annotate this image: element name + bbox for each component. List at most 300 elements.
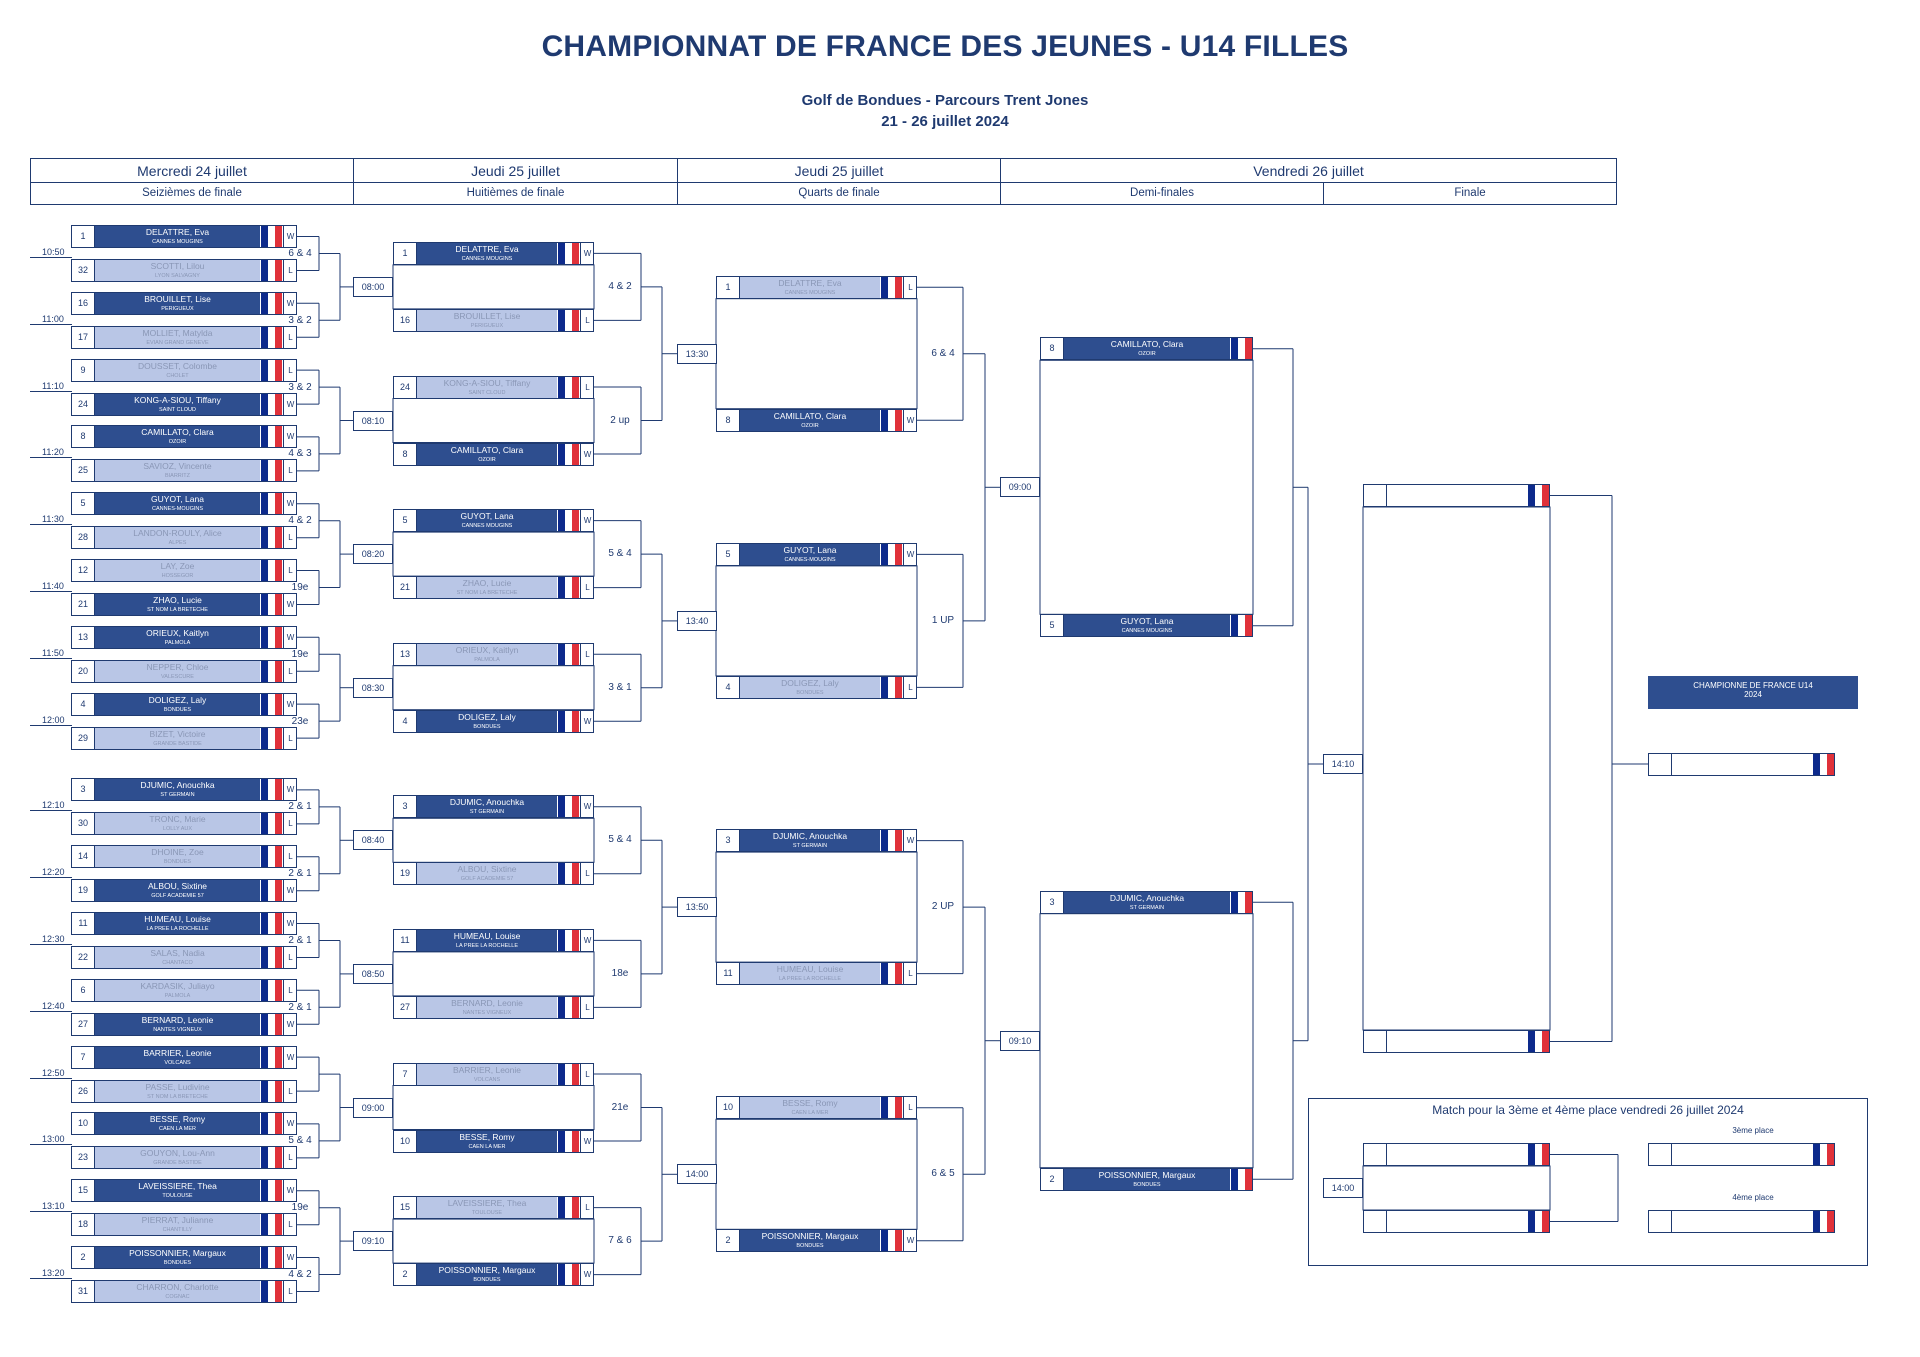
player-name: ALBOU, Sixtine [457,864,517,875]
seed-number: 6 [72,980,95,1001]
player-slot[interactable] [393,242,594,265]
seed-number: 3 [72,779,95,800]
match-time: 08:00 [353,277,393,297]
seed-number: 18 [72,1214,95,1235]
player-club: BONDUES [473,723,501,730]
seed-number: 13 [72,627,95,648]
match-time: 12:40 [30,1001,72,1012]
player-slot[interactable] [393,996,594,1019]
france-flag-icon [558,711,579,732]
match-result: L [903,277,917,298]
player-slot[interactable] [1040,1168,1253,1191]
player-name: BESSE, Romy [149,1114,206,1125]
player-club: CANNES MOUGINS [1121,628,1173,635]
match-score: 5 & 4 [608,548,632,560]
player-name: ALBOU, Sixtine [147,881,208,892]
match-result: W [903,1230,917,1251]
match-result: L [283,728,297,749]
player-name: LAVEISSIERE, Thea [138,1181,217,1192]
france-flag-icon [558,243,579,264]
round-header: Demi-finales [1000,182,1324,205]
player-club: LYON SALVAGNY [155,273,200,279]
match-frame [393,1086,594,1130]
player-slot[interactable] [71,326,297,349]
seed-number: 11 [717,963,740,984]
player-slot[interactable] [71,393,297,416]
event-dates: 21 - 26 juillet 2024 [881,113,1009,130]
player-slot[interactable] [393,443,594,466]
player-slot[interactable] [716,409,917,432]
player-slot[interactable] [71,727,297,750]
player-club: OZOIR [1138,351,1156,358]
player-slot[interactable] [71,912,297,935]
champion-title: CHAMPIONNE DE FRANCE U14 [1693,681,1813,690]
match-result: W [283,594,297,615]
day-header: Mercredi 24 juillet [30,158,354,183]
player-club: BONDUES [473,1277,501,1284]
player-name: CAMILLATO, Clara [450,444,524,455]
france-flag-icon [261,627,282,648]
match-result: W [283,226,297,247]
seed-number: 31 [72,1281,95,1302]
player-slot[interactable] [393,509,594,532]
match-result: W [580,510,594,531]
seed-number: 9 [72,360,95,381]
player-slot[interactable] [71,1246,297,1269]
seed-number: 24 [72,394,95,415]
match-result: L [283,360,297,381]
day-header: Jeudi 25 juillet [677,158,1001,183]
match-result: W [283,913,297,934]
player-slot[interactable] [1363,484,1550,507]
player-slot[interactable] [71,1046,297,1069]
seed-number: 7 [394,1064,417,1085]
match-result: L [903,1097,917,1118]
match-time: 08:20 [353,544,393,564]
player-name-cell [95,947,260,968]
france-flag-icon [261,493,282,514]
player-slot[interactable] [393,309,594,332]
match-frame [1040,914,1253,1168]
player-name-cell [95,260,260,281]
player-slot[interactable] [393,1196,594,1219]
player-club: ALPES [168,540,187,547]
player-slot[interactable] [716,676,917,699]
match-result: L [580,1064,594,1085]
player-club: CANNES-MOUGINS [784,556,836,563]
seed-number: 21 [394,577,417,598]
player-name: GUYOT, Lana [783,544,837,555]
player-slot[interactable] [1040,891,1253,914]
france-flag-icon [558,444,579,465]
player-slot[interactable] [716,829,917,852]
player-club: BONDUES [796,689,824,696]
seed-number: 4 [72,694,95,715]
player-club: TOULOUSE [471,1210,503,1217]
player-slot[interactable] [71,492,297,515]
match-result: L [580,1197,594,1218]
player-name-cell [95,846,260,867]
seed-number: 1 [72,226,95,247]
player-club: VOLCANS [473,1076,501,1083]
player-name: POISSONNIER, Margaux [1098,1169,1196,1180]
seed-number: 2 [394,1264,417,1285]
match-result: W [283,1047,297,1068]
player-name: BARRIER, Leonie [143,1047,212,1058]
match-time: 08:50 [353,964,393,984]
seed-number: 12 [72,560,95,581]
player-name-cell [1387,1031,1527,1052]
france-flag-icon [261,327,282,348]
match-result: L [283,1081,297,1102]
match-time: 09:10 [1000,1031,1040,1051]
player-slot[interactable] [71,526,297,549]
player-club: CANNES MOUGINS [784,289,836,296]
france-flag-icon [261,594,282,615]
seed-number: 1 [717,277,740,298]
player-slot[interactable] [71,946,297,969]
match-time: 08:40 [353,830,393,850]
player-name: SCOTTI, Lilou [150,261,205,271]
player-name: ORIEUX, Kaitlyn [146,627,209,638]
match-result: W [283,694,297,715]
france-flag-icon [558,997,579,1018]
match-score: 19e [291,582,309,593]
match-score: 2 up [610,414,630,426]
france-flag-icon [261,813,282,834]
player-name-cell [740,963,880,984]
round-header: Seizièmes de finale [30,182,354,205]
player-name-cell [95,1147,260,1168]
player-name: POISSONNIER, Margaux [129,1248,226,1258]
seed-number: 23 [72,1147,95,1168]
player-name-cell [417,711,557,732]
seed-number: 27 [394,997,417,1018]
champion-year: 2024 [1744,690,1762,699]
player-club: BONDUES [163,859,192,866]
player-slot[interactable] [71,425,297,448]
player-club: CANNES MOUGINS [461,523,513,530]
player-name: HUMEAU, Louise [776,964,844,975]
player-name-cell [1672,754,1812,775]
player-name: DELATTRE, Eva [145,227,210,237]
player-slot[interactable] [71,1213,297,1236]
seed-number: 16 [394,310,417,331]
seed-number: 7 [72,1047,95,1068]
match-result: W [283,493,297,514]
seed-number: 11 [394,930,417,951]
france-flag-icon [261,947,282,968]
player-name-cell [95,1113,260,1134]
player-name-cell [95,1214,260,1235]
match-score: 2 & 1 [288,1001,312,1013]
match-score: 1 UP [931,614,955,626]
player-slot[interactable] [71,660,297,683]
player-club: VOLCANS [164,1059,191,1066]
match-time: 09:00 [1000,477,1040,497]
seed-number: 20 [72,661,95,682]
player-name-cell [417,243,557,264]
player-club: LA PREE LA ROCHELLE [455,942,519,949]
match-result: L [580,310,594,331]
match-result: L [283,1214,297,1235]
match-frame [716,566,917,676]
player-name-cell [740,677,880,698]
player-slot[interactable] [71,1280,297,1303]
player-name: BERNARD, Leonie [451,997,523,1008]
player-slot[interactable] [393,576,594,599]
match-time: 11:50 [30,648,72,659]
player-name: BERNARD, Leonie [141,1014,214,1025]
france-flag-icon [261,293,282,314]
player-club: GRANDE BASTIDE [153,1160,202,1167]
france-flag-icon [1813,754,1834,775]
match-score: 3 & 2 [288,381,312,393]
player-name-cell [95,880,260,901]
match-score: 2 & 1 [288,935,312,946]
player-slot[interactable] [393,710,594,733]
match-result: W [283,1180,297,1201]
france-flag-icon [261,913,282,934]
player-name: CAMILLATO, Clara [773,410,847,421]
match-score: 3 & 2 [288,314,312,326]
player-slot[interactable] [71,845,297,868]
player-club: SAINT CLOUD [468,389,506,396]
match-score: 5 & 4 [288,1135,312,1147]
match-time: 12:00 [30,715,72,726]
player-name: BESSE, Romy [459,1131,515,1142]
seed-number: 14 [72,846,95,867]
player-club: COGNAC [165,1294,190,1300]
player-slot[interactable] [1040,337,1253,360]
player-club: ST GERMAIN [1129,904,1165,911]
player-name-cell [95,394,260,415]
player-name: LANDON-ROULY, Alice [133,528,222,539]
player-slot[interactable] [71,626,297,649]
player-name-cell [95,728,260,749]
player-slot[interactable] [71,879,297,902]
player-club: LA PREE LA ROCHELLE [146,926,209,932]
player-slot[interactable] [71,1112,297,1135]
player-club: CAEN LA MER [791,1110,829,1117]
player-name: DOLIGEZ, Laly [458,711,516,722]
player-slot[interactable] [393,862,594,885]
player-name: CAMILLATO, Clara [1110,339,1184,350]
france-flag-icon [558,577,579,598]
player-slot[interactable] [71,292,297,315]
player-name-cell [95,1281,260,1302]
player-slot[interactable] [393,1063,594,1086]
third-place-title: Match pour la 3ème et 4ème place vendredi 26 juillet 2024 [1432,1103,1744,1117]
seed-number: 5 [717,544,740,565]
player-name: BESSE, Romy [782,1098,838,1109]
match-time: 11:20 [30,447,72,458]
match-frame [393,1219,594,1263]
player-name: BROUILLET, Lise [453,310,521,321]
player-slot[interactable] [393,643,594,666]
match-time: 11:00 [30,314,72,325]
player-slot[interactable] [71,259,297,282]
player-name-cell [95,694,260,715]
player-name: DOLIGEZ, Laly [148,694,207,705]
match-result: L [283,460,297,481]
player-name: GOUYON, Lou-Ann [140,1148,215,1159]
player-slot[interactable] [393,1130,594,1153]
player-club: ST GERMAIN [469,809,505,816]
match-time: 11:40 [30,581,72,592]
player-slot[interactable] [71,778,297,801]
day-header: Jeudi 25 juillet [353,158,678,183]
player-slot[interactable] [71,1179,297,1202]
match-score: 2 UP [931,901,955,913]
seed-number: 10 [394,1131,417,1152]
player-name: KARDASIK, Juliayo [140,980,215,991]
player-slot[interactable] [716,1096,917,1119]
player-name-cell [417,310,557,331]
match-frame [393,666,594,710]
match-result: W [580,930,594,951]
match-result: W [283,627,297,648]
match-result: L [283,260,297,281]
player-name-cell [740,410,880,431]
player-name-cell [740,544,880,565]
france-flag-icon [881,410,902,431]
seed-number: 15 [394,1197,417,1218]
player-club: PALMOLA [164,992,191,999]
player-slot[interactable] [71,1146,297,1169]
match-score: 19e [291,648,309,660]
player-slot[interactable] [1363,1030,1550,1053]
player-slot[interactable] [1040,614,1253,637]
france-flag-icon [261,1014,282,1035]
france-flag-icon [558,644,579,665]
match-result: L [283,327,297,348]
match-time: 08:30 [353,678,393,698]
player-club: ST GERMAIN [160,792,195,799]
player-slot[interactable] [716,962,917,985]
player-slot[interactable] [393,795,594,818]
player-name-cell [740,830,880,851]
player-slot[interactable] [393,1263,594,1286]
match-result: W [580,796,594,817]
player-name-cell [417,863,557,884]
player-name-cell [95,226,260,247]
player-slot[interactable] [71,693,297,716]
seed-number: 8 [394,444,417,465]
player-name: DOLIGEZ, Laly [781,677,839,688]
player-club: CHANTILLY [162,1227,193,1234]
france-flag-icon [261,1113,282,1134]
match-result: L [580,997,594,1018]
player-slot[interactable] [71,459,297,482]
player-slot[interactable] [71,979,297,1002]
seed-number: 10 [72,1113,95,1134]
player-slot[interactable] [71,559,297,582]
player-name-cell [95,327,260,348]
france-flag-icon [881,1097,902,1118]
player-slot[interactable] [71,225,297,248]
match-score: 4 & 3 [288,448,312,460]
seed-number [1364,485,1387,506]
player-club: PERIGUEUX [470,322,504,329]
seed-number: 19 [72,880,95,901]
seed-number: 25 [72,460,95,481]
player-slot[interactable] [1648,753,1835,776]
player-name: LAVEISSIERE, Thea [447,1198,527,1209]
player-slot[interactable] [716,543,917,566]
france-flag-icon [261,1214,282,1235]
player-name-cell [95,627,260,648]
player-slot[interactable] [71,1013,297,1036]
match-result: L [283,527,297,548]
player-slot[interactable] [71,359,297,382]
match-score: 19e [291,1202,309,1214]
player-slot[interactable] [71,1080,297,1103]
player-slot[interactable] [393,929,594,952]
match-result: W [580,711,594,732]
seed-number [1649,754,1672,775]
france-flag-icon [261,260,282,281]
france-flag-icon [881,1230,902,1251]
player-name-cell [740,1097,880,1118]
match-score: 4 & 2 [608,280,632,292]
match-result: L [903,963,917,984]
player-club: BONDUES [1133,1181,1161,1188]
player-name: CHARRON, Charlotte [136,1282,219,1292]
match-result: L [580,863,594,884]
match-time: 12:20 [30,867,72,878]
player-slot[interactable] [71,593,297,616]
player-name-cell [95,1081,260,1102]
player-name: KONG-A-SIOU, Tiffany [443,377,531,388]
player-club: EVIAN GRAND GENEVE [146,339,209,346]
seed-number: 28 [72,527,95,548]
player-slot[interactable] [71,812,297,835]
seed-number: 29 [72,728,95,749]
france-flag-icon [261,694,282,715]
player-club: VALESCURE [161,673,194,680]
player-slot[interactable] [716,1229,917,1252]
player-name: MOLLIET, Matylda [142,327,213,338]
player-name-cell [417,796,557,817]
player-name-cell [1064,615,1230,636]
seed-number: 10 [717,1097,740,1118]
player-club: OZOIR [478,456,496,463]
france-flag-icon [261,846,282,867]
player-name-cell [95,661,260,682]
france-flag-icon [261,1081,282,1102]
seed-number: 22 [72,947,95,968]
france-flag-icon [558,796,579,817]
france-flag-icon [1231,615,1252,636]
match-result: W [283,293,297,314]
match-score: 23e [291,715,309,727]
player-name: BARRIER, Leonie [452,1064,522,1075]
france-flag-icon [1231,892,1252,913]
player-slot[interactable] [716,276,917,299]
player-club: GOLF ACADEMIE 57 [151,893,204,900]
player-name: KONG-A-SIOU, Tiffany [134,394,221,405]
player-slot[interactable] [393,376,594,399]
player-name-cell [417,377,557,398]
seed-number: 19 [394,863,417,884]
match-score: 6 & 4 [931,347,955,359]
player-club: BONDUES [163,1260,192,1266]
player-name: TRONC, Marie [149,814,206,825]
player-name-cell [95,980,260,1001]
seed-number [1364,1031,1387,1052]
player-club: BIARRITZ [164,473,191,480]
